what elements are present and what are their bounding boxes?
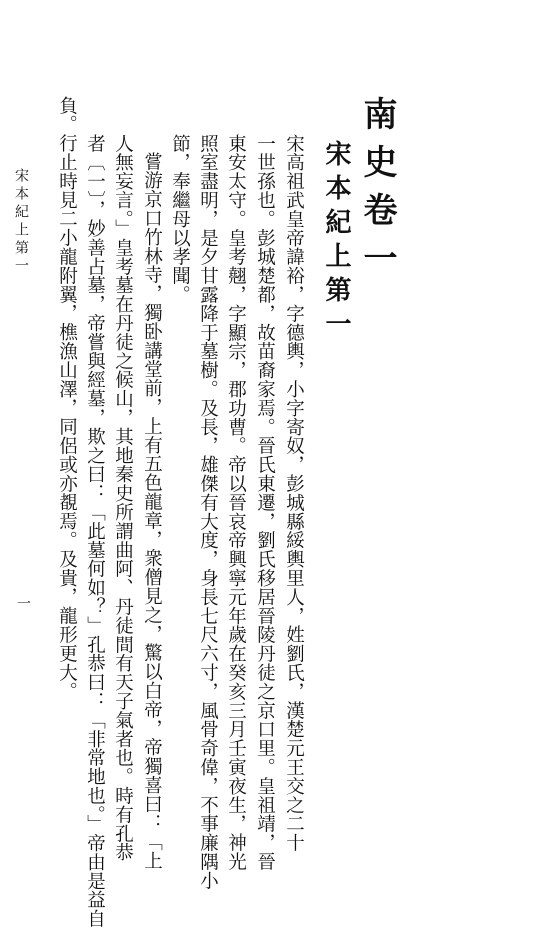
body-line: 者〔一〕，妙善占墓，帝嘗與經墓，欺之曰：「此墓何如？」孔恭曰：「非常地也。」帝由是益自 bbox=[84, 134, 106, 928]
body-line: 節，奉繼母以孝聞。 bbox=[169, 134, 191, 305]
body-line: 照室盡明，是夕甘露降于墓樹。及長，雄傑有大度，身長七尺六寸，風骨奇偉，不事廉隅小 bbox=[197, 134, 219, 890]
body-line: 負。行止時見二小龍附翼，樵漁山澤，同侶或亦覩焉。及貴，龍形更大。 bbox=[56, 96, 78, 701]
body-line: 一世孫也。彭城楚都，故苗裔家焉。晉氏東遷，劉氏移居晉陵丹徒之京口里。皇祖靖，晉 bbox=[254, 134, 276, 872]
page-header: 宋本紀上第一 bbox=[13, 168, 29, 276]
body-line: 人無妄言。」皇考墓在丹徒之候山，其地秦史所謂曲阿、丹徒間有天子氣者也。時有孔恭 bbox=[112, 134, 134, 862]
book-title: 南史卷一 bbox=[357, 96, 397, 288]
body-line: 東安太守。皇考翹，字顯宗，郡功曹。帝以晉哀帝興寧元年歲在癸亥三月壬寅夜生，神光 bbox=[225, 134, 247, 872]
body-line: 宋高祖武皇帝諱裕，字德輿，小字寄奴，彭城縣綏輿里人，姓劉氏，漢楚元王交之二十 bbox=[283, 134, 305, 853]
chapter-title: 宋本紀上第一 bbox=[321, 140, 351, 344]
body-line: 嘗游京口竹林寺，獨卧講堂前，上有五色龍章，衆僧見之，驚以白帝，帝獨喜曰：「上 bbox=[141, 152, 163, 871]
page-number: 一 bbox=[15, 596, 31, 610]
